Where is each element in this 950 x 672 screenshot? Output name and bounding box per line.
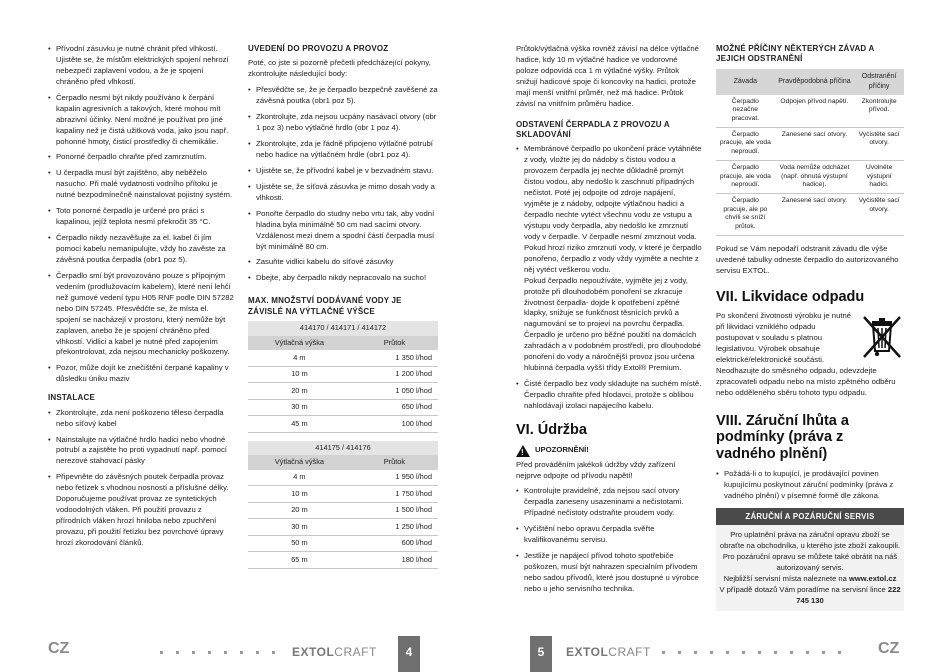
footer-dot bbox=[774, 651, 777, 654]
bullet-item: • Kontrolujte pravidelně, zda nejsou sací otvory čerpadla zaneseny usazeninami a nečistotami. Případné nečistoty odstraňte proudem vody. bbox=[516, 486, 702, 519]
footer-dot bbox=[838, 651, 841, 654]
storage-bullet-2: • Čisté čerpadlo bez vody skladujte na suchém místě. Čerpadlo chraňte před hlodavci, protože s oblibou nahlodávají izolaci napájecího kabelu. bbox=[516, 379, 702, 412]
table-row bbox=[716, 95, 904, 128]
footer-dot bbox=[758, 651, 761, 654]
service-line: Pro uplatnění práva na záruční opravu zboží se obraťte na obchodníka, u kterého jste zboží zakoupili. bbox=[719, 529, 901, 550]
table-cell: Zanesené sací otvory. bbox=[775, 127, 855, 160]
footer-dot bbox=[224, 651, 227, 654]
warning-icon: ! bbox=[516, 445, 530, 457]
warranty-bullet: • Požádá-li o to kupující, je prodávající povinen kupujícímu poskytnout záruční podmínky (práva z vadného plnění) v písemné formě dle zákona. bbox=[716, 469, 904, 502]
height-cell: 65 m bbox=[248, 552, 351, 569]
storage-bullet: • Membránové čerpadlo po ukončení práce vytáhněte z vody, vložte jej do nádoby s čistou vodou a provozem čerpadla jej nechte důkladně promýt čistou vodou, aby nedošlo k zaschnutí případných nečistot. Poté jej odpojte od zdroje napájení, vyjměte je z nádoby, odpojte výtlačnou hadici a čerpadlo nechte vytéct všechnu vodu ze vstupu a výstupu vody čerpadla, aby nedošlo ke zmrznutí vody v čerpadle. V čerpadle nesmí zmrznout voda. Pokud hrozí riziko zmrznutí vody, v které je čerpadlo ponořeno, čerpadlo z vody vždy vyjměte a nechte z něj vytéct veškerou vodu. bbox=[516, 144, 702, 275]
bullet-item: • Čerpadlo nikdy nezavěšujte za el. kabel či jím pomocí kabelu nemanipulujte, vždy ho zavěste za závěsná poutka čerpadla (obr1 poz 5). bbox=[48, 233, 234, 266]
table-model: 414170 / 414171 / 414172 bbox=[248, 321, 438, 336]
bullet-item: • Ponořte čerpadlo do studny nebo vrtu tak, aby vodní hladina byla minimálně 50 cm nad sacími otvory. Vzdálenost mezi dnem a spodní částí čerpadla musí být minimálně 80 cm. bbox=[248, 209, 438, 253]
table-row bbox=[248, 519, 438, 536]
flow-cell: 1 750 l/hod bbox=[351, 486, 438, 503]
page-number-right: 5 bbox=[530, 636, 552, 672]
flow-table-1 bbox=[248, 321, 438, 433]
column-header: Pravděpodobná příčina bbox=[775, 69, 855, 95]
water-quantity-heading: MAX. MNOŽSTVÍ DODÁVANÉ VODY JE ZÁVISLÉ NA VÝTLAČNÉ VÝŠCE bbox=[248, 296, 402, 316]
disposal-paragraph: Po skončení životnosti výrobku je nutné při likvidaci vzniklého odpadu postupovat v souladu s platnou legislativou. Výrobek obsahuje elektrické/elektronické součásti. Neodhazujte do směsného odpadu, odevzdejte zpracovateli odpadu nebo na místo zpětného odběru nebo odděleného sběru tohoto typu odpadu. bbox=[716, 311, 896, 397]
language-label-left: CZ bbox=[48, 640, 70, 657]
table-cell: Čerpadlo pracuje, ale voda neproudí. bbox=[716, 160, 775, 193]
table-cell: Uvolněte výstupní hadici. bbox=[854, 160, 904, 193]
causes-paragraph: Pokud se Vám nepodaří odstranit závadu dle výše uvedené tabulky odneste čerpadlo do autorizovaného servisu EXTOL. bbox=[716, 243, 899, 275]
bullet-item: • Toto ponorné čerpadlo je určené pro práci s kapalinou, jejíž teplota nesmí překročit 35 °C. bbox=[48, 206, 234, 228]
flow-cell: 1 200 l/hod bbox=[351, 366, 438, 383]
table-cell: Vyčistěte sací otvory. bbox=[854, 127, 904, 160]
footer-dot bbox=[806, 651, 809, 654]
bullet-item: • Zkontrolujte, zda není poškozeno těleso čerpadla nebo síťový kabel bbox=[48, 408, 234, 430]
bullet-item: • Čerpadlo smí být provozováno pouze s přípojným vedením (prodlužovacím kabelem), které není lehčí než gumové vedení typu H05 RNF podle DIN 57282 nebo DIN 57245. Přesvědčte se, že místa el. spojení se nacházejí v prostoru, který nemůže být zaplaven, anebo že je spojení chráněno před vlhkostí. Vidlici a kabel je nutné před zapojením překontrolovat, zda nejsou mechanicky poškozeny. bbox=[48, 271, 234, 359]
flow-cell: 600 l/hod bbox=[351, 535, 438, 552]
flow-cell: 1 350 l/hod bbox=[351, 350, 438, 366]
height-cell: 10 m bbox=[248, 366, 351, 383]
height-cell: 30 m bbox=[248, 399, 351, 416]
bullet-item: • Dbejte, aby čerpadlo nikdy nepracovalo na sucho! bbox=[248, 273, 438, 284]
warranty-heading: VIII. Záruční lhůta a podmínky (práva z vadného plnění) bbox=[716, 412, 849, 463]
install-list bbox=[48, 408, 234, 549]
flow-table-2 bbox=[248, 441, 438, 569]
table-cell: Čerpadlo pracuje, ale po chvíli se sníží průtok. bbox=[716, 193, 775, 235]
brand-light: CRAFT bbox=[334, 645, 377, 659]
flow-cell: 1 050 l/hod bbox=[351, 383, 438, 400]
footer-dot bbox=[208, 651, 211, 654]
table-cell: Vyčistěte sací otvory. bbox=[854, 193, 904, 235]
column-header: Závada bbox=[716, 69, 775, 95]
footer-dot bbox=[822, 651, 825, 654]
website-link[interactable]: www.extol.cz bbox=[848, 573, 897, 583]
footer-dots-right bbox=[662, 651, 862, 655]
service-body bbox=[716, 525, 904, 611]
operation-list bbox=[248, 85, 438, 284]
brand-logo-left bbox=[292, 645, 377, 659]
footer-dot bbox=[662, 651, 665, 654]
table-row bbox=[716, 193, 904, 235]
bullet-item: • Ujistěte se, že síťová zásuvka je mimo dosah vody a vlhkosti. bbox=[248, 182, 438, 204]
safety-list bbox=[48, 44, 234, 385]
footer-dot bbox=[176, 651, 179, 654]
table-row bbox=[248, 366, 438, 383]
column-2 bbox=[248, 44, 438, 577]
footer-dot bbox=[240, 651, 243, 654]
table-row bbox=[248, 399, 438, 416]
footer-dot bbox=[694, 651, 697, 654]
bullet-item: • Přesvědčte se, že je čerpadlo bezpečně zavěšené za závěsná poutka (obr1 poz 5). bbox=[248, 85, 438, 107]
footer-dot bbox=[192, 651, 195, 654]
bullet-item: • Zasuňte vidlici kabelu do síťové zásuvky bbox=[248, 257, 438, 268]
table-row bbox=[248, 486, 438, 503]
table-row bbox=[248, 552, 438, 569]
warning-line bbox=[516, 445, 702, 457]
height-cell: 30 m bbox=[248, 519, 351, 536]
operation-heading: UVEDENÍ DO PROVOZU A PROVOZ bbox=[248, 44, 389, 53]
footer-dot bbox=[272, 651, 275, 654]
table-model: 414175 / 414176 bbox=[248, 441, 438, 456]
operation-intro: Poté, co jste si pozorně přečetli předcházející pokyny, zkontrolujte následující body: bbox=[248, 58, 431, 79]
causes-table bbox=[716, 69, 904, 236]
height-cell: 20 m bbox=[248, 383, 351, 400]
warning-label: UPOZORNĚNÍ! bbox=[535, 445, 589, 455]
height-cell: 4 m bbox=[248, 470, 351, 486]
flow-cell: 650 l/hod bbox=[351, 399, 438, 416]
service-line: Pro pozáruční opravu se můžete také obrátit na náš autorizovaný servis. bbox=[722, 551, 898, 572]
service-text: V případě dotazů Vám poradíme na servisní lince bbox=[719, 584, 888, 594]
brand-bold: EXTOL bbox=[292, 645, 335, 659]
brand-light: CRAFT bbox=[608, 645, 651, 659]
bullet-item: • Zkontrolujte, zda nejsou ucpány nasávací otvory (obr 1 poz 3) nebo výtlačné hrdlo (obr 1 poz 4). bbox=[248, 112, 438, 134]
flow-cell: 1 250 l/hod bbox=[351, 519, 438, 536]
storage-paragraph: Pokud čerpadlo nepoužíváte, vyjměte jej z vody, protože při dlouhodobém ponoření se zkracuje životnost čerpadla- dojde k opotřebení zpětné klapky, snižuje se funkčnost těsnících prvků a nagumování se to projeví na povrchu čerpadla. Čerpadlo je určeno pro běžné použití na domácích zahradách a v podobném prostředí, pro dlouhodobé ponoření do vody a náročnější provoz jsou určena hlubinná čerpadla vyšší třídy Extol® Premium. bbox=[524, 275, 701, 373]
table-cell: Voda nemůže odcházet (např. ohnutá výstupní hadice). bbox=[775, 160, 855, 193]
table-row bbox=[248, 383, 438, 400]
column-header: Výtlačná výška bbox=[248, 455, 351, 470]
service-text: Nejbližší servisní místa naleznete na bbox=[723, 573, 849, 583]
column-1 bbox=[48, 44, 234, 554]
footer-dot bbox=[160, 651, 163, 654]
bullet-item: • Jestliže je napájecí přívod tohoto spotřebiče poškozen, musí být nahrazen specialním přívodem nebo sadou přívodů, které jsou dostupné u výrobce nebo u jeho servisního technika. bbox=[516, 551, 702, 595]
table-cell: Čerpadlo nezačne pracovat. bbox=[716, 95, 775, 128]
column-3 bbox=[516, 44, 702, 600]
page-number-left: 4 bbox=[398, 636, 420, 672]
table-cell: Odpojen přívod napětí. bbox=[775, 95, 855, 128]
bullet-item: • Přívodní zásuvku je nutné chránit před vlhkostí. Ujistěte se, že místům elektrických spojení nehrozí nebezpečí zaplavení vodou, a že je spojení chráněno před vlhkostí. bbox=[48, 44, 234, 88]
column-header: Průtok bbox=[351, 455, 438, 470]
maintenance-list bbox=[516, 486, 702, 594]
column-header: Odstranění příčiny bbox=[854, 69, 904, 95]
height-cell: 10 m bbox=[248, 486, 351, 503]
crossed-bin-icon bbox=[860, 313, 904, 361]
service-line bbox=[719, 584, 901, 606]
service-line bbox=[719, 573, 901, 584]
footer-dot bbox=[742, 651, 745, 654]
table-row bbox=[248, 416, 438, 433]
flow-cell: 180 l/hod bbox=[351, 552, 438, 569]
bullet-item: • Vyčištění nebo opravu čerpadla svěřte kvalifikovanému servisu. bbox=[516, 524, 702, 546]
bullet-item: • Pozor, může dojít ke znečištění čerpané kapaliny v důsledku úniku maziv bbox=[48, 363, 234, 385]
table-cell: Zanesené sací otvory. bbox=[775, 193, 855, 235]
table-cell: Zkontrolujte přívod. bbox=[854, 95, 904, 128]
footer-dot bbox=[726, 651, 729, 654]
footer-dot bbox=[710, 651, 713, 654]
bullet-item: • Ujistěte se, že přívodní kabel je v bezvadném stavu. bbox=[248, 166, 438, 177]
footer-dot bbox=[256, 651, 259, 654]
footer-dot bbox=[790, 651, 793, 654]
service-box bbox=[716, 508, 904, 611]
flow-paragraph: Průtok/výtlačná výška rovněž závisí na délce výtlačné hadice, kdy 10 m výtlačné hadice ve vodorovné poloze odpovídá cca 1 m výtlačné výšky. Průtok snižují hadicové spoje či koncovky na hadici, protože mají menší vnitřní průměr, než má hadice. Průtok závisí na vnitřním průměru hadice. bbox=[516, 44, 699, 108]
language-label-right: CZ bbox=[878, 640, 900, 657]
install-heading: INSTALACE bbox=[48, 393, 95, 403]
table-cell: Čerpadlo pracuje, ale voda neproudí. bbox=[716, 127, 775, 160]
bullet-item: • U čerpadla musí být zajištěno, aby neběželo nasucho. Při malé vydatnosti vodního přítoku je nutné bezpodmínečně nainstalovat pojistný systém. bbox=[48, 168, 234, 201]
bullet-item: • Čerpadlo nesmí být nikdy používáno k čerpání kapalin agresivních a takových, které mohou mít abrazivní účinky. Není možné je používat pro jiné kapaliny než je čistá užitková voda, jako jsou např. pohonné hmoty, čisticí prostředky či chemikálie. bbox=[48, 93, 234, 148]
bullet-item: • Nainstalujte na výtlačné hrdlo hadici nebo vhodné potrubí a zajistěte ho proti vypadnutí např. pomocí nerezové stahovací pásky bbox=[48, 435, 234, 468]
disposal-heading: VII. Likvidace odpadu bbox=[716, 288, 865, 305]
height-cell: 45 m bbox=[248, 416, 351, 433]
flow-cell: 1 950 l/hod bbox=[351, 470, 438, 486]
table-row bbox=[248, 350, 438, 366]
storage-heading: ODSTAVENÍ ČERPADLA Z PROVOZU A SKLADOVÁNÍ bbox=[516, 119, 670, 140]
column-header: Průtok bbox=[351, 336, 438, 351]
brand-bold: EXTOL bbox=[566, 645, 609, 659]
maintenance-heading: VI. Údržba bbox=[516, 421, 587, 438]
brand-logo-right bbox=[566, 645, 651, 659]
table-row bbox=[248, 535, 438, 552]
height-cell: 4 m bbox=[248, 350, 351, 366]
table-row bbox=[248, 502, 438, 519]
service-phone: 222 745 130 bbox=[796, 584, 901, 605]
height-cell: 20 m bbox=[248, 502, 351, 519]
service-title: ZÁRUČNÍ A POZÁRUČNÍ SERVIS bbox=[716, 508, 904, 525]
bullet-item: • Připevněte do závěsných poutek čerpadla provaz nebo řetízek s vhodnou nosností a příslušné délky. Doporučujeme používat provaz ze syntetických vodoodolných vláken. Při použití provazu z přírodních vláken hrozí hniloba nebo zpuchření provazu, při použití řetízku bez povrchové úpravy hrozí zkorodování článků. bbox=[48, 472, 234, 549]
table-row bbox=[248, 470, 438, 486]
table-row bbox=[716, 160, 904, 193]
bullet-item: • Zkontrolujte, zda je řádně připojeno výtlačné potrubí nebo hadice na výtlačném hrdle (obr1 poz 4). bbox=[248, 139, 438, 161]
column-4 bbox=[716, 44, 904, 611]
column-header: Výtlačná výška bbox=[248, 336, 351, 351]
bullet-item: • Ponorné čerpadlo chraňte před zamrznutím. bbox=[48, 152, 234, 163]
footer-dot bbox=[678, 651, 681, 654]
flow-cell: 1 500 l/hod bbox=[351, 502, 438, 519]
height-cell: 50 m bbox=[248, 535, 351, 552]
causes-heading: MOŽNÉ PŘÍČINY NĚKTERÝCH ZÁVAD A JEJICH ODSTRANĚNÍ bbox=[716, 44, 875, 64]
table-row bbox=[716, 127, 904, 160]
warning-text: Před prováděním jakékoli údržby vždy zařízení nejprve odpojte od přívodu napětí! bbox=[516, 459, 676, 480]
flow-cell: 100 l/hod bbox=[351, 416, 438, 433]
